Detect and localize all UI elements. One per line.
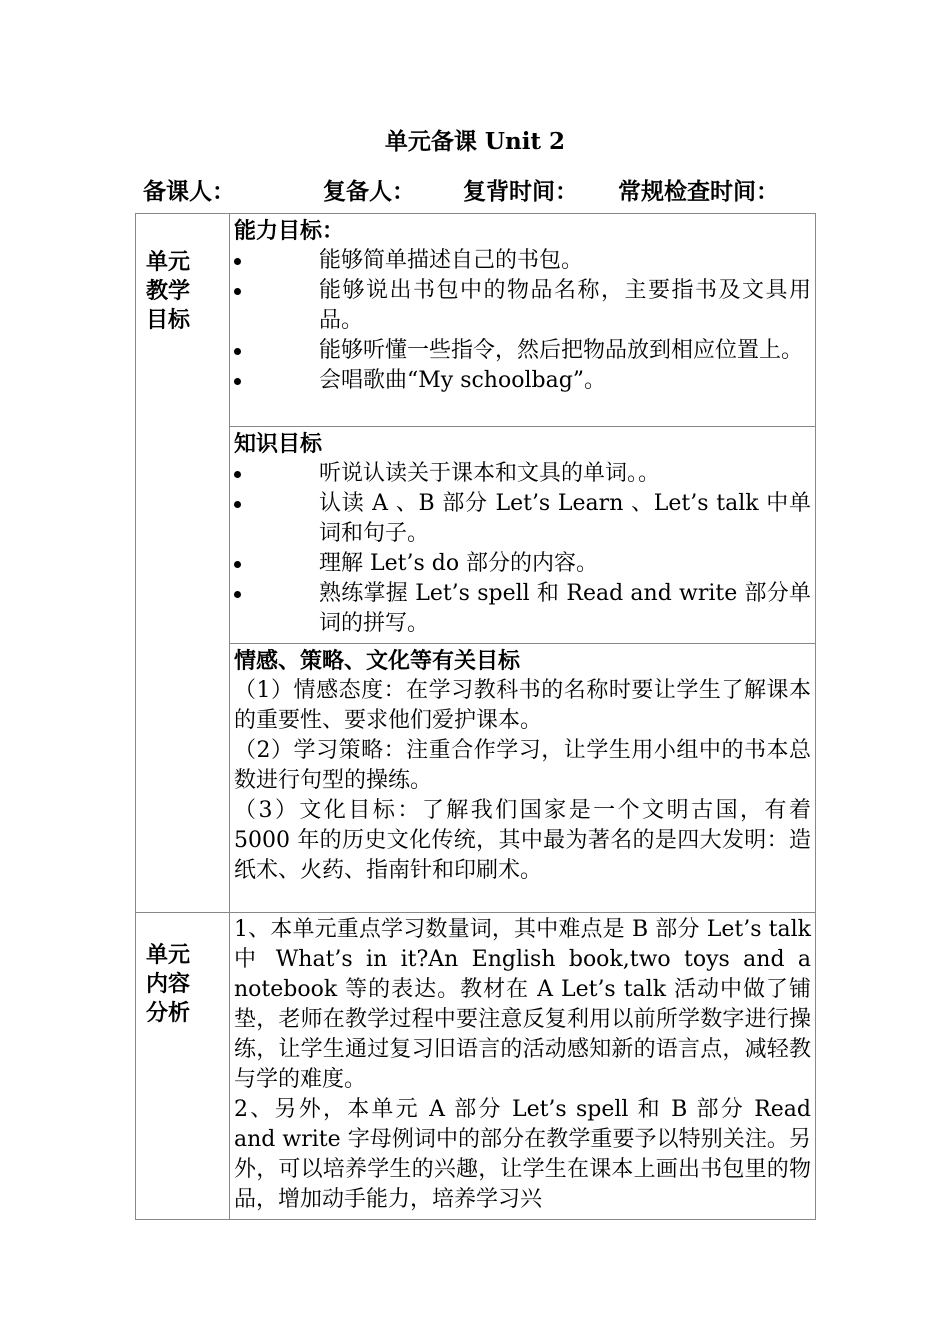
list-item: 理解 Let’s do 部分的内容。: [234, 549, 811, 579]
bullet-icon: [234, 591, 241, 598]
bullet-icon: [234, 471, 241, 478]
list-item: 能够听懂一些指令，然后把物品放到相应位置上。: [234, 336, 811, 366]
lesson-plan-table: [135, 213, 816, 1220]
bullet-icon: [234, 501, 241, 508]
analysis-label-cell: [136, 913, 230, 1220]
analysis-row: [136, 913, 816, 1220]
check-time-label: 常规检查时间：: [618, 178, 779, 205]
list-item: 能够简单描述自己的书包。: [234, 246, 811, 276]
review-time-label: 复背时间：: [463, 178, 578, 205]
knowledge-goals-list: [234, 459, 811, 639]
list-item: 熟练掌握 Let’s spell 和 Read and write 部分单词的拼写。: [234, 579, 811, 639]
bullet-icon: [234, 288, 241, 295]
knowledge-goals-row: [136, 427, 816, 644]
bullet-icon: [234, 561, 241, 568]
goals-label-cell: [136, 214, 230, 913]
culture-paragraph: （3）文化目标：了解我们国家是一个文明古国，有着 5000 年的历史文化传统，其中最为著名的是四大发明：造纸术、火药、指南针和印刷术。: [234, 798, 811, 883]
affective-paragraph: （1）情感态度：在学习教科书的名称时要让学生了解课本的重要性、要求他们爱护课本。: [234, 678, 811, 733]
affective-goals-cell: [230, 644, 816, 913]
ability-goals-cell: [230, 214, 816, 427]
strategy-paragraph: （2）学习策略：注重合作学习，让学生用小组中的书本总数进行句型的操练。: [234, 738, 811, 793]
ability-goals-row: [136, 214, 816, 427]
knowledge-goals-heading: 知识目标: [234, 431, 323, 457]
affective-goals-row: [136, 644, 816, 913]
reviewer-label: 复备人：: [323, 178, 415, 205]
page-title: 单元备课 Unit 2: [384, 128, 566, 155]
bullet-icon: [234, 348, 241, 355]
list-item: 能够说出书包中的物品名称，主要指书及文具用品。: [234, 276, 811, 336]
list-item: 认读 A 、B 部分 Let’s Learn 、Let’s talk 中单词和句子。: [234, 489, 811, 549]
analysis-paragraph-2: 2、另外，本单元 A 部分 Let’s spell 和 B 部分 Read and write 字母例词中的部分在教学重要予以特别关注。另外，可以培养学生的兴趣，让学生在课本上画出书包里的物品，增加动手能力，培养学习兴: [234, 1097, 811, 1212]
affective-goals-heading: 情感、策略、文化等有关目标: [234, 648, 521, 674]
analysis-cell: [230, 913, 816, 1220]
analysis-label: 单元内容分析: [146, 942, 191, 1026]
goals-label: 单元教学目标: [146, 249, 191, 333]
ability-goals-heading: 能力目标：: [234, 218, 345, 244]
ability-goals-list: [234, 246, 811, 396]
bullet-icon: [234, 258, 241, 265]
bullet-icon: [234, 378, 241, 385]
analysis-paragraph-1: 1、本单元重点学习数量词，其中难点是 B 部分 Let’s talk 中 What’s in it?An English book,two toys and a notebook 等的表达。教材在 A Let’s talk 活动中做了铺垫，老师在教学过程中要注意反复利用以前所学数字进行操练，让学生通过复习旧语言的活动感知新的语言点，减轻教与学的难度。: [234, 917, 811, 1092]
knowledge-goals-cell: [230, 427, 816, 644]
list-item: 听说认读关于课本和文具的单词。。: [234, 459, 811, 489]
preparer-label: 备课人：: [143, 178, 235, 205]
list-item: 会唱歌曲“My schoolbag”。: [234, 366, 811, 396]
